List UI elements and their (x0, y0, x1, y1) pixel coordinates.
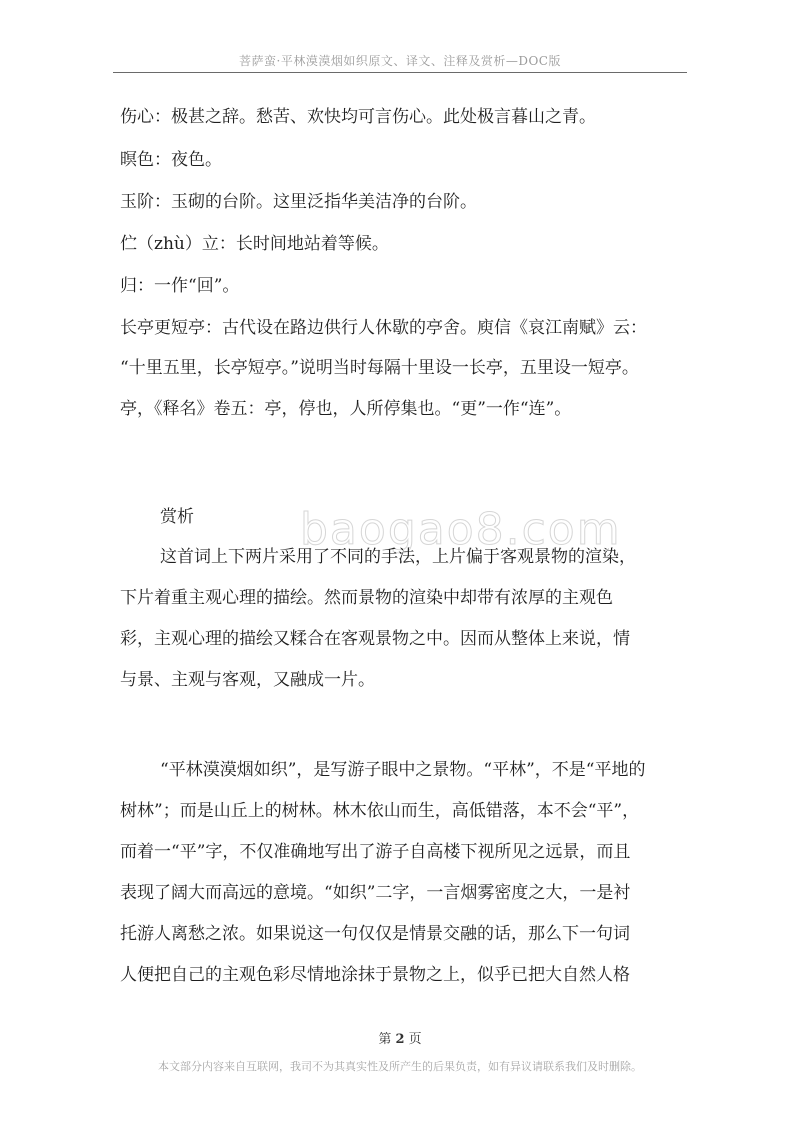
paragraph-line: 下片着重主观心理的描绘。然而景物的渲染中却带有浓厚的主观色 (120, 588, 613, 608)
note-line: 伫（zhù）立：长时间地站着等候。 (120, 234, 389, 254)
paragraph-line: 与景、主观与客观，又融成一片。 (120, 670, 375, 690)
header-divider (113, 72, 687, 73)
note-line: 长亭更短亭：古代设在路边供行人休歇的亭舍。庾信《哀江南赋》云： (120, 318, 647, 338)
note-line: 伤心：极甚之辞。愁苦、欢快均可言伤心。此处极言暮山之青。 (120, 107, 596, 127)
watermark: baogao8.com (300, 504, 622, 555)
header-title: 菩萨蛮·平林漠漠烟如织原文、译文、注释及赏析—DOC版 (239, 54, 561, 68)
paragraph-line: 托游人离愁之浓。如果说这一句仅仅是情景交融的话，那么下一句词 (120, 924, 630, 944)
paragraph-line: 表现了阔大而高远的意境。“如织”二字，一言烟雾密度之大，一是衬 (120, 883, 631, 903)
note-line: 亭，《释名》卷五：亭，停也，人所停集也。“更”一作“连”。 (120, 399, 572, 419)
page-number (0, 1028, 800, 1047)
paragraph-line: 彩，主观心理的描绘又糅合在客观景物之中。因而从整体上来说，情 (120, 629, 630, 649)
paragraph-line: 树林”；而是山丘上的树林。林木依山而生，高低错落，本不会“平”， (120, 801, 640, 821)
paragraph-line: 人便把自己的主观色彩尽情地涂抹于景物之上，似乎已把大自然人格 (120, 965, 630, 985)
section-heading: 赏析 (160, 507, 194, 527)
page-number-value: 2 (395, 1032, 405, 1047)
footer-disclaimer: 本文部分内容来自互联网，我司不为其真实性及所产生的后果负责，如有异议请联系我们及时删除。 (158, 1060, 642, 1073)
note-line: “十里五里，长亭短亭。”说明当时每隔十里设一长亭，五里设一短亭。 (120, 358, 639, 378)
paragraph-line: 而着一“平”字，不仅准确地写出了游子自高楼下视所见之远景，而且 (120, 842, 631, 862)
note-line: 玉阶：玉砌的台阶。这里泛指华美洁净的台阶。 (120, 192, 477, 212)
page-suffix: 页 (408, 1032, 422, 1047)
note-line: 暝色：夜色。 (120, 150, 222, 170)
note-line: 归：一作“回”。 (120, 276, 240, 296)
paragraph-line: “平林漠漠烟如织”，是写游子眼中之景物。“平林”，不是“平地的 (160, 760, 646, 780)
page-prefix: 第 (378, 1032, 392, 1047)
paragraph-line: 这首词上下两片采用了不同的手法，上片偏于客观景物的渲染， (160, 547, 636, 567)
